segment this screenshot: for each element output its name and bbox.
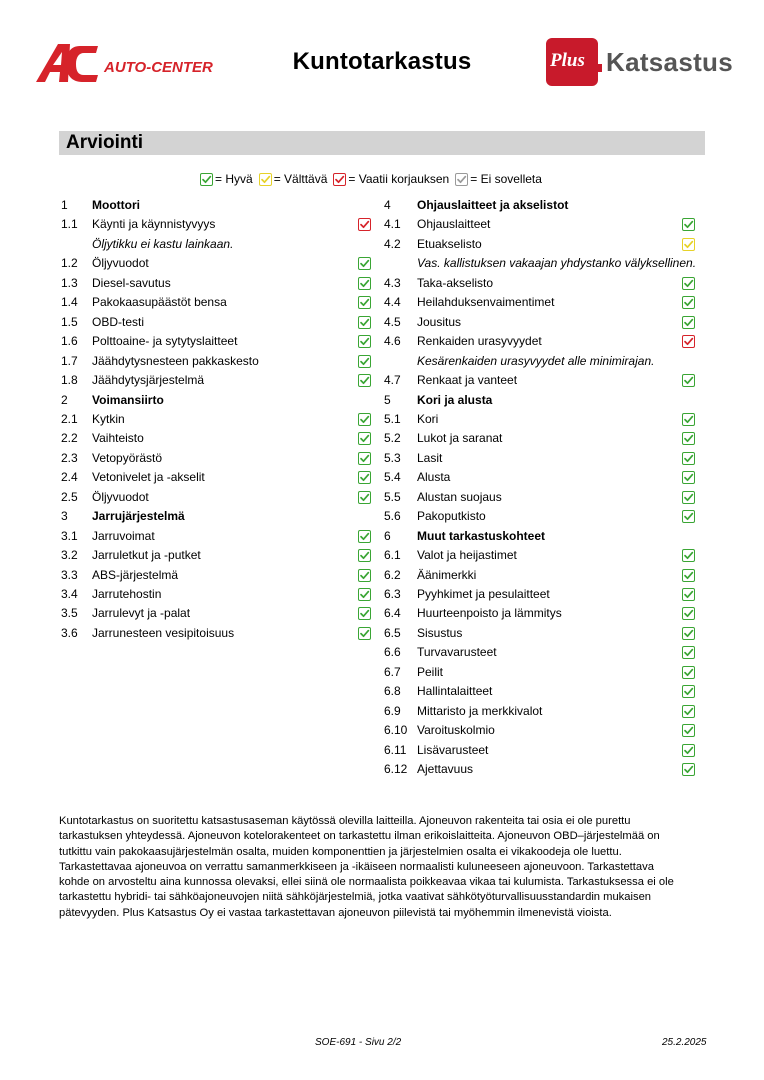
item-label: Jarruletkut ja -putket [92,548,201,563]
item-label: Äänimerkki [417,567,477,582]
item-label: Öljyvuodot [92,489,149,504]
check-good-icon [358,452,371,465]
check-good-icon [682,413,695,426]
item-number: 1.5 [61,314,78,329]
checklist-row [61,352,374,371]
section-heading-row [384,527,698,546]
checklist-row [61,215,374,234]
item-label: Voimansiirto [92,392,164,407]
item-label: Mittaristo ja merkkivalot [417,703,543,718]
check-good-icon [358,471,371,484]
checklist-row [384,410,698,429]
checklist-row [61,371,374,390]
check-bad-icon [358,218,371,231]
item-label: ABS-järjestelmä [92,567,179,582]
check-good-icon [358,549,371,562]
disclaimer-line: tarkastettu hybridi- tai sähköajoneuvojen niitä sähköjärjestelmiä, jotka vaativat sähkötyöturvallisuusstandardin mukaisen [59,891,652,904]
item-number: 6.7 [384,664,401,679]
item-number: 1.1 [61,217,78,232]
item-number: 1.6 [61,334,78,349]
check-good-icon [682,588,695,601]
checklist-row [61,585,374,604]
check-good-icon [358,374,371,387]
item-number: 4.1 [384,217,401,232]
item-number: 6.6 [384,645,401,660]
item-label: Kori [417,411,439,426]
checklist-row [384,604,698,623]
section-heading-row [61,507,374,526]
check-fair-icon [259,173,272,186]
item-number: 1.8 [61,373,78,388]
item-label: Turvavarusteet [417,645,497,660]
section-heading-row [384,391,698,410]
item-number: 5.5 [384,489,401,504]
check-good-icon [358,432,371,445]
check-good-icon [682,218,695,231]
item-label: Taka-akselisto [417,275,494,290]
item-label: Vetonivelet ja -akselit [92,470,205,485]
item-label: Hallintalaitteet [417,684,493,699]
disclaimer-line: kohde on arvosteltu aina kunnossa olevaksi, ellei siinä ole normaalista poikkeavaa vikaa tai kulumista. Tarkastuksessa ei ole [59,876,674,889]
item-number: 4.7 [384,373,401,388]
item-number: 4.5 [384,314,401,329]
item-label: Polttoaine- ja sytytyslaitteet [92,334,238,349]
check-good-icon [682,452,695,465]
checklist-row [384,332,698,351]
item-number: 1.2 [61,256,78,271]
item-number: 5.3 [384,450,401,465]
check-good-icon [682,627,695,640]
checklist-row [384,546,698,565]
check-good-icon [682,705,695,718]
report-date: 25.2.2025 [662,1037,707,1048]
checklist-row [61,274,374,293]
page-number: SOE-691 - Sivu 2/2 [315,1037,402,1048]
item-label: Ohjauslaitteet [417,217,491,232]
checklist-row [384,313,698,332]
status-legend [200,172,548,186]
item-label: Jarrulevyt ja -palat [92,606,191,621]
remark-text: Vas. kallistuksen vakaajan yhdystanko välyksellinen. [417,256,697,271]
checklist-row [384,215,698,234]
item-number: 6.3 [384,587,401,601]
item-label: Pyyhkimet ja pesulaitteet [417,587,550,601]
check-good-icon [358,413,371,426]
item-number: 6.2 [384,567,401,582]
item-label: Käynti ja käynnistyvyys [92,217,216,232]
checklist-row [384,293,698,312]
item-number: 3.3 [61,567,78,582]
check-good-icon [682,471,695,484]
checklist-row [61,566,374,585]
checklist-row [384,663,698,682]
checklist-row [384,702,698,721]
item-label: Alustan suojaus [417,489,502,504]
page-header [0,0,764,110]
item-number: 6.5 [384,625,401,640]
item-label: Pakoputkisto [417,509,486,524]
check-good-icon [682,569,695,582]
checklist-row [61,332,374,351]
checklist-row [384,760,698,779]
item-label: Diesel-savutus [92,275,171,290]
check-good-icon [682,277,695,290]
check-good-icon [682,607,695,620]
check-na-icon [455,173,468,186]
section-title: Arviointi [66,132,144,153]
section-header-arviointi [59,131,705,155]
check-good-icon [682,374,695,387]
check-bad-icon [682,335,695,348]
item-label: Jousitus [417,314,462,329]
legend-item-good [200,172,253,186]
item-number: 5.6 [384,509,401,524]
check-good-icon [358,569,371,582]
item-number: 1.7 [61,353,78,368]
item-label: Huurteenpoisto ja lämmitys [417,606,562,621]
item-label: Heilahduksenvaimentimet [417,295,555,310]
item-number: 3.4 [61,587,78,601]
disclaimer-line: tutkittu vain pakokaasujärjestelmän osalta, muiden komponenttien ja järjestelmien osalta ei vikakoodeja ole luettu. [59,845,622,858]
item-number: 5 [384,392,391,407]
checklist-row [61,468,374,487]
auto-center-logo-text: AUTO-CENTER [104,59,213,76]
item-label: OBD-testi [92,314,145,329]
check-good-icon [358,316,371,329]
item-label: Öljyvuodot [92,256,149,271]
disclaimer-line: tarkastuksen yhteydessä. Ajoneuvon kotelorakenteet on tarkastettu ilman erikoislaitteita. Ajoneuvon OBD–järjestelmää on [59,830,660,843]
item-label: Pakokaasupäästöt bensa [92,295,227,310]
item-label: Kori ja alusta [417,392,493,407]
checklist-row [384,507,698,526]
page-title: Kuntotarkastus [292,48,472,75]
item-label: Renkaat ja vanteet [417,373,518,388]
item-number: 4.3 [384,275,401,290]
item-label: Lukot ja saranat [417,431,503,446]
check-bad-icon [333,173,346,186]
item-number: 5.4 [384,470,401,485]
legend-item-na [455,172,542,186]
item-number: 6.12 [384,762,408,777]
item-label: Jarrunesteen vesipitoisuus [92,625,235,640]
item-number: 1 [61,198,68,212]
legend-item-fair [259,172,328,186]
check-good-icon [358,530,371,543]
disclaimer-text [59,814,709,921]
item-number: 4.2 [384,236,401,251]
checklist-row [384,643,698,662]
check-good-icon [682,763,695,776]
checklist-row [384,488,698,507]
item-label: Valot ja heijastimet [417,548,517,563]
legend-label: = Ei sovelleta [470,172,542,186]
plus-logo-tail [594,64,602,72]
item-number: 3.2 [61,548,78,563]
check-good-icon [682,724,695,737]
checklist-row [61,254,374,273]
check-good-icon [358,277,371,290]
item-label: Sisustus [417,625,463,640]
checklist-row [384,371,698,390]
item-number: 6.8 [384,684,401,699]
item-number: 1.3 [61,275,78,290]
check-good-icon [682,510,695,523]
checklist-row [61,488,374,507]
item-number: 4.6 [384,334,401,349]
item-number: 3.5 [61,606,78,621]
item-number: 5.2 [384,431,401,446]
legend-item-bad [333,172,449,186]
checklist-row [61,546,374,565]
disclaimer-line: Tarkastettavaa ajoneuvoa on verrattu samanmerkkiseen ja -ikäiseen normaalisti kuluneeseen ajoneuvoon. Tarkastettava [59,860,654,873]
check-good-icon [682,316,695,329]
item-number: 1.4 [61,295,78,310]
check-good-icon [682,666,695,679]
check-good-icon [682,549,695,562]
check-good-icon [682,646,695,659]
item-label: Varoituskolmio [417,723,495,738]
check-good-icon [358,588,371,601]
item-number: 4.4 [384,295,401,310]
disclaimer-line: pätevyyden. Plus Katsastus Oy ei vastaa tarkastettavan ajoneuvon piilevistä tai myöhemmin ilmenevistä vioista. [59,906,612,919]
check-good-icon [682,296,695,309]
plus-logo-word: Plus [550,50,585,71]
item-number: 6.4 [384,606,401,621]
remark-row [384,352,698,371]
check-fair-icon [682,238,695,251]
item-number: 6 [384,528,391,543]
checklist-row [384,682,698,701]
item-number: 2.4 [61,470,78,485]
legend-label: = Välttävä [273,172,328,186]
checklist-row [61,449,374,468]
item-label: Kytkin [92,411,125,426]
checklist-row [61,429,374,448]
plus-katsastus-logo [546,38,731,90]
item-label: Vaihteisto [92,431,144,446]
checklist-row [61,293,374,312]
section-heading-row [384,196,698,215]
section-heading-row [61,196,374,215]
checklist-row [384,235,698,254]
checklist-row [61,410,374,429]
item-label: Peilit [417,664,444,679]
check-good-icon [358,491,371,504]
check-good-icon [358,335,371,348]
checklist-row [61,604,374,623]
checklist-row [384,274,698,293]
check-good-icon [358,355,371,368]
check-good-icon [682,685,695,698]
item-label: Jarruvoimat [92,528,155,543]
item-number: 2 [61,392,68,407]
checklist-row [384,585,698,604]
section-heading-row [61,391,374,410]
item-number: 6.10 [384,723,408,738]
checklist-row [384,429,698,448]
checklist-row [384,741,698,760]
check-good-icon [200,173,213,186]
checklist-row [61,527,374,546]
item-label: Lasit [417,450,443,465]
item-label: Ajettavuus [417,762,474,777]
item-label: Jäähdytysnesteen pakkaskesto [92,353,259,368]
item-number: 5.1 [384,411,401,426]
item-label: Lisävarusteet [417,742,489,757]
item-label: Moottori [92,198,140,212]
checklist-row [384,721,698,740]
remark-text: Kesärenkaiden urasyvyydet alle minimirajan. [417,353,655,368]
remark-row [384,254,698,273]
plus-logo-box [546,38,598,86]
item-number: 6.1 [384,548,401,563]
check-good-icon [682,432,695,445]
item-number: 2.3 [61,450,78,465]
item-label: Jarrutehostin [92,587,162,601]
check-good-icon [682,744,695,757]
katsastus-logo-word: Katsastus [606,47,733,77]
item-number: 3.1 [61,528,78,543]
item-number: 3.6 [61,625,78,640]
item-number: 6.9 [384,703,401,718]
checklist-row [61,313,374,332]
item-label: Muut tarkastuskohteet [417,528,546,543]
check-good-icon [358,607,371,620]
item-label: Alusta [417,470,451,485]
remark-row [61,235,374,254]
disclaimer-line: Kuntotarkastus on suoritettu katsastusaseman käytössä olevilla laitteilla. Ajoneuvon rakenteita tai osia ei ole purettu [59,815,631,827]
checklist-row [384,449,698,468]
item-label: Jarrujärjestelmä [92,509,185,524]
item-number: 2.1 [61,411,78,426]
checklist-row [384,624,698,643]
checklist-row [384,566,698,585]
check-good-icon [358,627,371,640]
item-label: Jäähdytysjärjestelmä [92,373,205,388]
item-number: 2.5 [61,489,78,504]
remark-text: Öljytikku ei kastu lainkaan. [92,236,234,251]
checklist-row [61,624,374,643]
legend-label: = Hyvä [215,172,253,186]
check-good-icon [682,491,695,504]
item-number: 3 [61,509,68,524]
item-label: Ohjauslaitteet ja akselistot [417,198,569,212]
check-good-icon [358,296,371,309]
item-number: 6.11 [384,742,407,757]
item-label: Vetopyörästö [92,450,163,465]
item-label: Renkaiden urasyvyydet [417,334,542,349]
item-label: Etuakselisto [417,236,482,251]
item-number: 2.2 [61,431,78,446]
check-good-icon [358,257,371,270]
checklist-row [384,468,698,487]
item-number: 4 [384,198,391,212]
legend-label: = Vaatii korjauksen [348,172,450,186]
